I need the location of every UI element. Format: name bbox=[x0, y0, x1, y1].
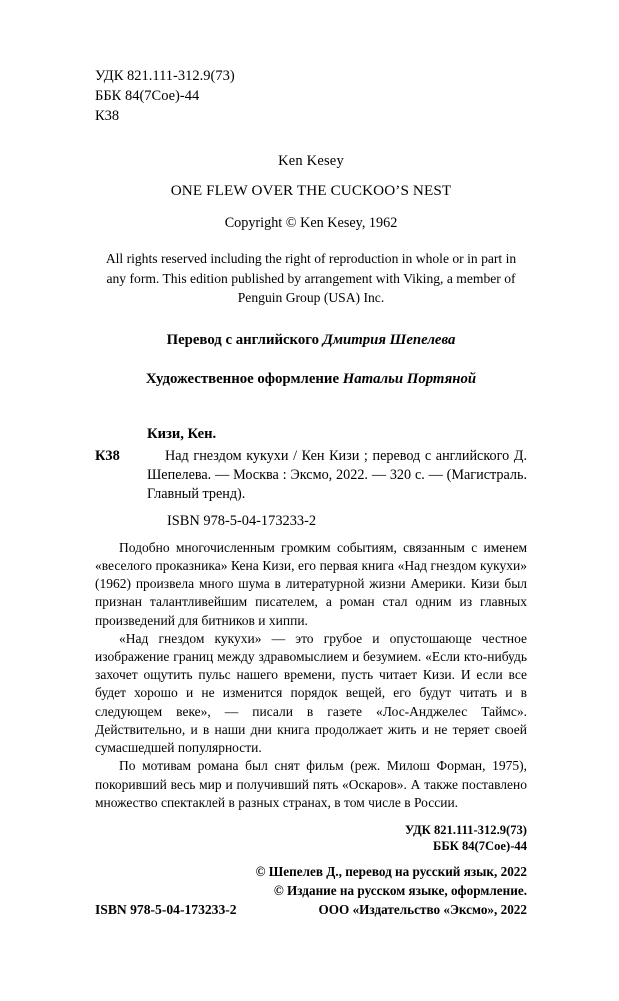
classification-block bbox=[95, 66, 527, 126]
cip-author: Кизи, Кен. bbox=[147, 426, 217, 443]
cip-description-wrap bbox=[95, 447, 527, 504]
annotation-paragraph: По мотивам романа был снят фильм (реж. Милош Форман, 1975), покоривший весь мир и получивший пять «Оскаров». А также поставлено множество спектаклей в разных странах, в том числе в России. bbox=[95, 758, 527, 810]
shelf-code: К38 bbox=[95, 108, 120, 124]
original-copyright: Copyright © Ken Kesey, 1962 bbox=[224, 215, 398, 231]
copyright-line-publisher: ООО «Издательство «Эксмо», 2022 bbox=[318, 902, 527, 918]
design-credit-prefix: Художественное оформление bbox=[145, 371, 343, 388]
translator-name: Дмитрия Шепелева bbox=[322, 332, 456, 349]
original-edition-block bbox=[95, 153, 527, 308]
translation-credit bbox=[95, 332, 527, 349]
bbk-line: ББК 84(7Сое)-44 bbox=[95, 88, 200, 104]
design-credit bbox=[95, 371, 527, 388]
udk-line: УДК 821.111-312.9(73) bbox=[95, 68, 235, 84]
isbn-footer: ISBN 978-5-04-173233-2 bbox=[95, 901, 237, 917]
designer-name: Натальи Портяной bbox=[342, 371, 477, 388]
original-author: Ken Kesey bbox=[278, 153, 344, 169]
copyright-lines bbox=[256, 862, 527, 919]
isbn-main: ISBN 978-5-04-173233-2 bbox=[167, 512, 317, 529]
translation-credit-prefix: Перевод с английского bbox=[166, 332, 323, 349]
annotation-block bbox=[95, 539, 527, 812]
copyright-line-translation: © Шепелев Д., перевод на русский язык, 2022 bbox=[255, 864, 527, 879]
annotation-paragraph: Подобно многочисленным громким событиям, связанным с именем «веселого проказника» Кена Кизи, его первая книга «Над гнездом кукухи» (1962) произвела много шума в литературной жизни Америки. Кизи был признан талантливейшим писателем, а роман стал одним из главных произведений для битников и хиппи. bbox=[95, 539, 527, 628]
bbk-line-repeat: ББК 84(7Сое)-44 bbox=[433, 839, 527, 854]
copyright-footer bbox=[95, 862, 527, 919]
rights-statement: All rights reserved including the right of reproduction in whole or in part in any form. This edition published by arrangement with Viking, a member of Penguin Group (USA) Inc. bbox=[105, 251, 517, 306]
classification-repeat bbox=[95, 822, 527, 855]
page-content bbox=[95, 66, 527, 855]
cip-shelf-code: К38 bbox=[95, 448, 120, 465]
original-title: ONE FLEW OVER THE CUCKOO’S NEST bbox=[170, 182, 452, 199]
copyright-line-edition: © Издание на русском языке, оформление. bbox=[273, 883, 527, 899]
cip-block bbox=[95, 426, 527, 530]
udk-line-repeat: УДК 821.111-312.9(73) bbox=[405, 823, 527, 838]
annotation-paragraph: «Над гнездом кукухи» — это грубое и опустошающе честное изображение границ между здравомыслием и безумием. «Если кто-нибудь захочет ощутить пульс нашего времени, пусть читает Кизи. И если все будет хорошо и не изменится порядок вещей, его будут читать и в следующем веке», — писали в газете «Лос-Анджелес Таймс». Действительно, и в наши дни книга продолжает жить и не теряет своей сумасшедшей популярности. bbox=[95, 630, 527, 756]
cip-description: Над гнездом кукухи / Кен Кизи ; перевод с английского Д. Шепелева. — Москва : Эксмо, 2022. — 320 с. — (Магистраль. Главный тренд). bbox=[147, 448, 527, 502]
copyright-footer-row bbox=[95, 862, 527, 919]
